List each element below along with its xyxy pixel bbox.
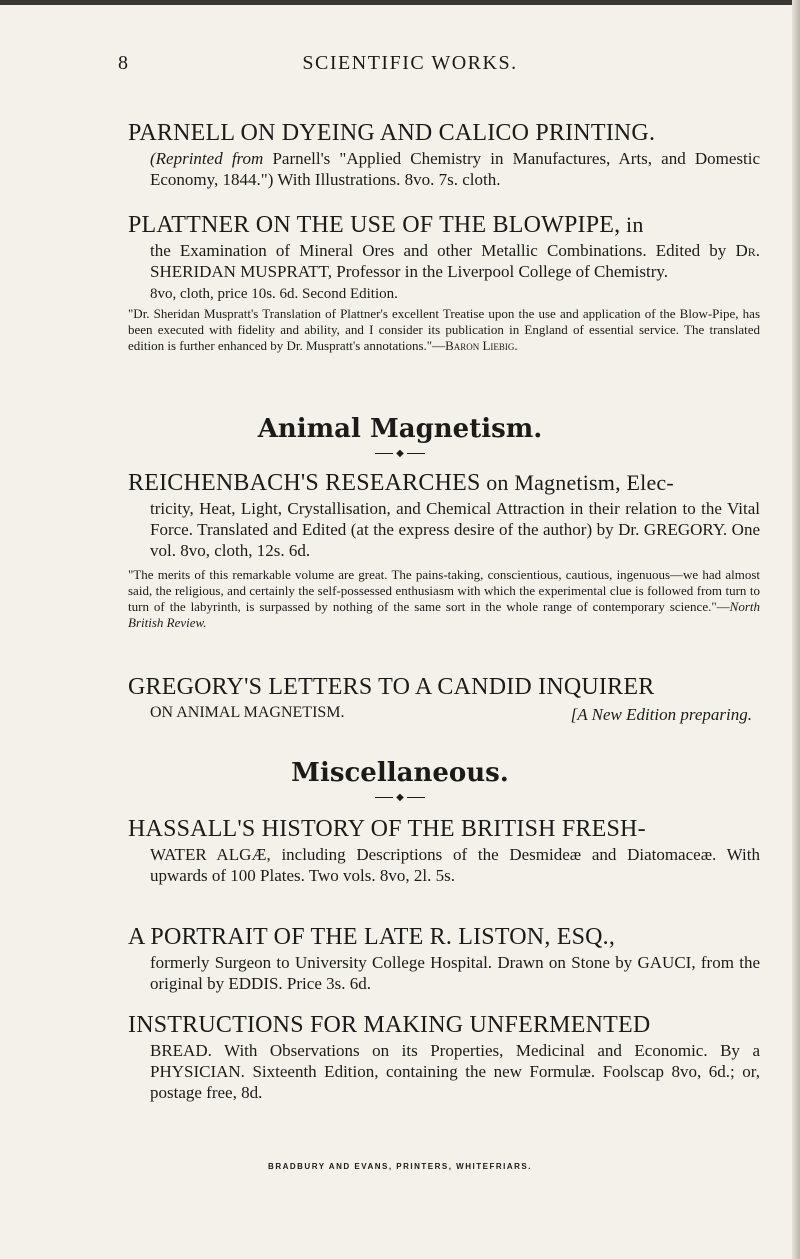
quote-text: "Dr. Sheridan Muspratt's Translation of Plattner's excellent Treatise upon the use and application of the Blow-Pipe, has been executed with fidelity and ability, and I consider its publication in England of essential service. The translated edition is further enhanced by Dr. Muspratt's annotations."—	[128, 306, 760, 353]
entry-plattner	[128, 210, 760, 354]
entry-description	[128, 148, 760, 190]
quote-text: "The merits of this remarkable volume are great. The pains-taking, conscientious, cautious, ingenuous—we had almost said, the religious, and certainly the self-possessed enthusiasm with which the experimental clue is followed from turn to turn of the labyrinth, is surpassed by nothing of the same sort in the whole range of contemporary science."—	[128, 567, 760, 614]
entry-title	[128, 468, 760, 498]
diamond-icon: ◆	[396, 448, 404, 460]
quote-source: North British Review.	[128, 599, 760, 630]
entry-description: BREAD. With Observations on its Properties, Medicinal and Economic. By a PHYSICIAN. Sixteenth Edition, containing the new Formulæ. Foolscap 8vo, 6d.; or, postage free, 8d.	[150, 1041, 760, 1102]
entry-title	[128, 210, 760, 240]
description-text: Parnell's "Applied Chemistry in Manufactures, Arts, and Domestic Economy, 1844.") With Illustrations. 8vo. 7s. cloth.	[150, 149, 761, 189]
entry-reichenbach	[128, 468, 760, 631]
section-heading-miscellaneous: Miscellaneous.	[291, 758, 509, 788]
printer-imprint: BRADBURY AND EVANS, PRINTERS, WHITEFRIARS.	[268, 1162, 532, 1171]
entry-unfermented-bread	[128, 1010, 760, 1103]
page-number: 8	[118, 52, 128, 74]
section-heading-animal-magnetism: Animal Magnetism.	[257, 414, 543, 444]
price-line: 8vo, cloth, price 10s. 6d. Second Edition.	[150, 286, 398, 302]
entry-parnell	[128, 118, 760, 190]
entry-title: GREGORY'S LETTERS TO A CANDID INQUIRER	[128, 674, 655, 700]
entry-description	[128, 240, 760, 282]
review-quote	[128, 306, 760, 354]
title-lead: REICHENBACH'S RESEARCHES	[128, 470, 481, 496]
edition-note: [A New Edition preparing.	[570, 705, 752, 724]
top-rule	[0, 0, 800, 5]
review-quote	[128, 567, 760, 631]
title-rest: in	[620, 212, 644, 237]
page-edge-shadow	[792, 0, 800, 1259]
entry-hassall	[128, 814, 760, 886]
ornament-divider	[0, 792, 800, 803]
page-header	[110, 52, 710, 82]
diamond-icon: ◆	[396, 792, 404, 804]
reprint-note: (Reprinted from	[150, 149, 264, 168]
entry-subtitle: ON ANIMAL MAGNETISM.	[150, 704, 345, 721]
entry-description: formerly Surgeon to University College Hospital. Drawn on Stone by GAUCI, from the original by EDDIS. Price 3s. 6d.	[150, 953, 760, 993]
entry-description: WATER ALGÆ, including Descriptions of the Desmideæ and Diatomaceæ. With upwards of 100 Plates. Two vols. 8vo, 2l. 5s.	[150, 845, 760, 885]
entry-liston	[128, 922, 760, 994]
entry-description: tricity, Heat, Light, Crystallisation, and Chemical Attraction in their relation to the Vital Force. Translated and Edited (at the express desire of the author) by Dr. GREGORY. One vol. 8vo, cloth, 12s. 6d.	[150, 499, 760, 560]
entry-title: INSTRUCTIONS FOR MAKING UNFERMENTED	[128, 1012, 651, 1038]
description-text: Professor in the Liverpool College of Chemistry.	[332, 262, 669, 281]
running-head: SCIENTIFIC WORKS.	[302, 52, 518, 74]
editor-name: Dr. SHERIDAN MUSPRATT,	[150, 241, 760, 281]
entry-title: HASSALL'S HISTORY OF THE BRITISH FRESH-	[128, 816, 646, 842]
ornament-divider	[0, 448, 800, 459]
title-rest: on Magnetism, Elec-	[480, 470, 674, 495]
title-lead: PLATTNER ON THE USE OF THE BLOWPIPE,	[128, 212, 621, 238]
quote-source: Baron Liebig.	[445, 338, 518, 353]
entry-title: PARNELL ON DYEING AND CALICO PRINTING.	[128, 120, 656, 146]
entry-title: A PORTRAIT OF THE LATE R. LISTON, ESQ.,	[128, 924, 616, 950]
description-text: the Examination of Mineral Ores and other Metallic Combinations. Edited by	[150, 241, 736, 260]
